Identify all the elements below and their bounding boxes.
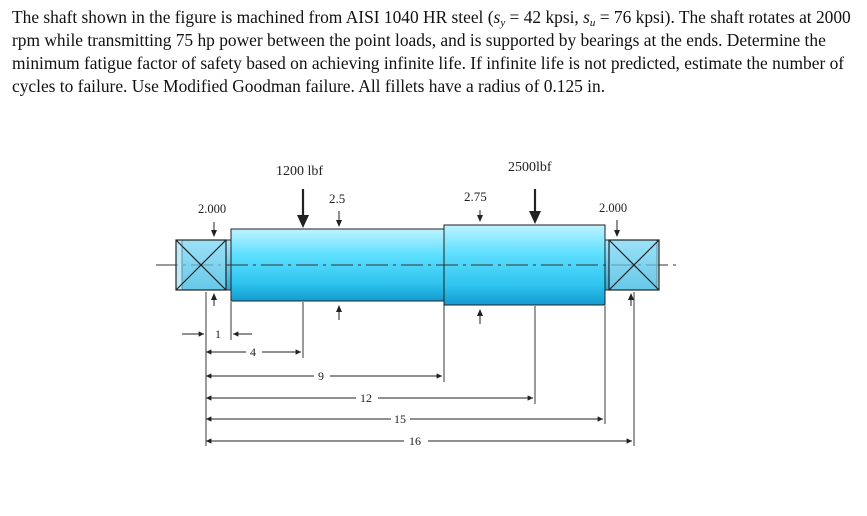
sy-symbol: s [493,7,501,27]
diameter-right-mid-label: 2.75 [464,189,487,204]
diameter-right-end-label: 2.000 [599,201,628,215]
load-left-label: 1200 lbf [276,164,324,179]
sy-value: = 42 kpsi, [505,7,584,27]
diameter-left-mid-label: 2.5 [329,191,346,206]
su-symbol: s [583,7,590,27]
dimension-4: 4 [250,345,256,359]
extension-lines [206,292,634,446]
dimension-1: 1 [215,327,221,341]
dimension-15: 15 [394,412,406,426]
su-subscript: u [589,17,596,29]
problem-text-part2: ). The shaft rotates at 2000 rpm while transmitting 75 hp power between the point loads, and is supported by bearings at the ends. Determine the minimum fatigue factor of safety based on achieving infinite life. If infinite life is not predicted, estimate the number of cycles to failure. Use Modified Goodman failure. All fillets have a radius of 0.125 in. [12,7,851,96]
sy-subscript: y [500,17,506,29]
dimension-12: 12 [360,391,372,405]
su-value: = 76 kpsi [595,7,665,27]
dimension-16: 16 [409,434,421,448]
diameter-left-end-label: 2.000 [198,202,227,216]
dimension-9: 9 [318,369,324,383]
bearing-right [609,240,659,290]
load-arrow-left [297,189,309,228]
load-right-label: 2500lbf [508,160,552,175]
bearing-left [176,240,226,290]
load-arrow-right [529,189,541,224]
problem-text-part1: The shaft shown in the figure is machined from AISI 1040 HR steel ( [12,7,494,27]
